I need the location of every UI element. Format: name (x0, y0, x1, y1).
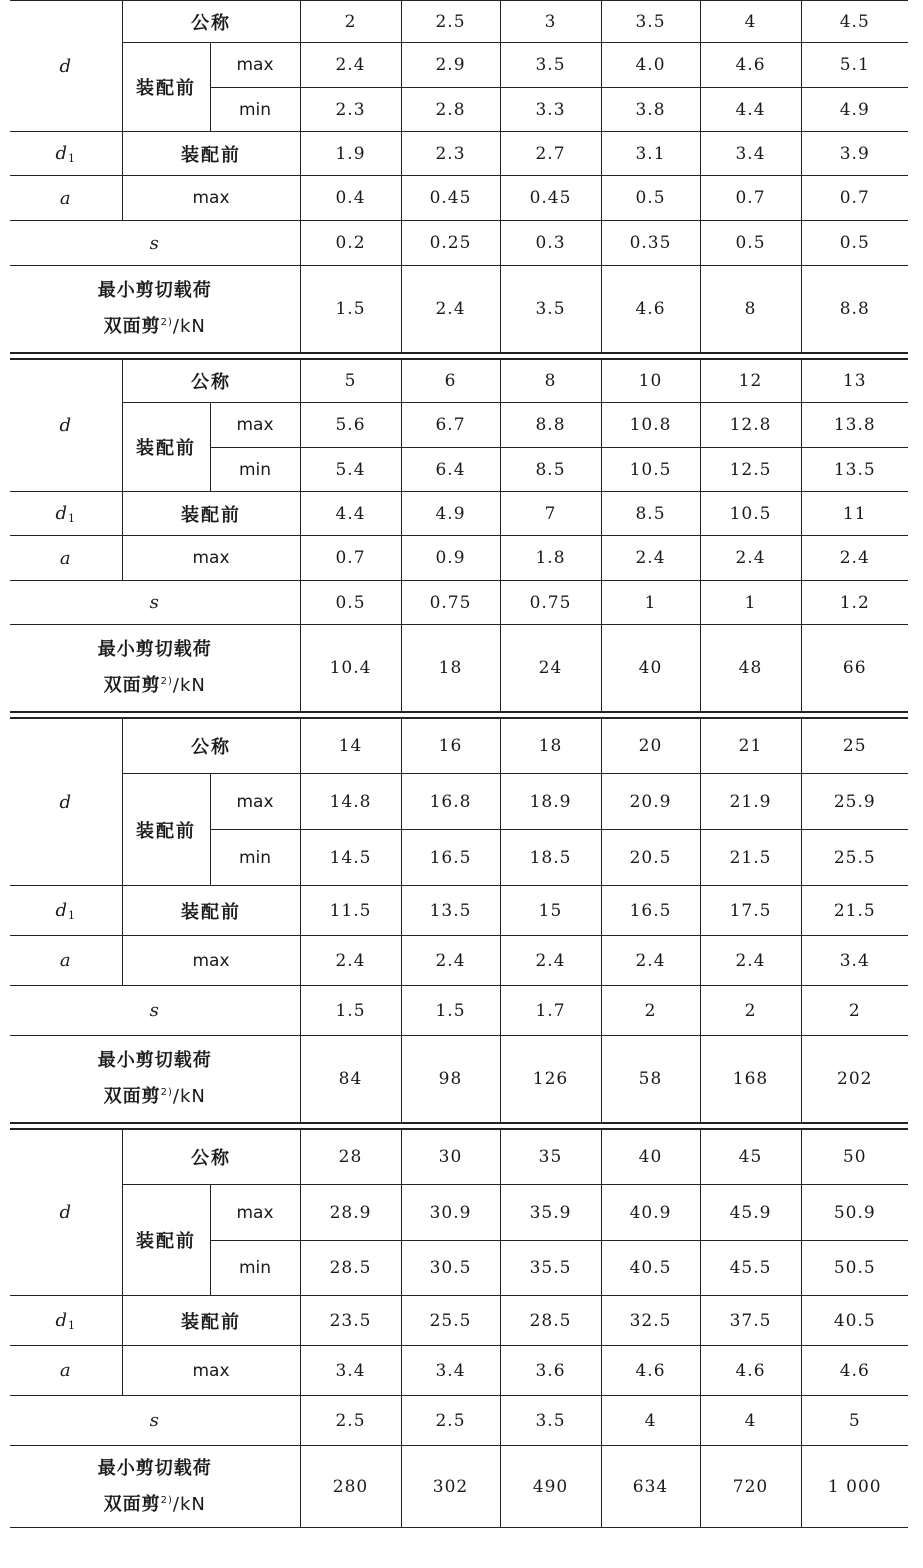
d-max-value: 6.7 (401, 403, 500, 448)
table-row (10, 886, 908, 936)
shear-double-label: 双面剪 (103, 1086, 161, 1107)
nominal-value: 14 (300, 719, 401, 774)
min-shear-load-value: 280 (300, 1446, 401, 1528)
a-max-label: max (122, 176, 300, 221)
s-value: 0.75 (401, 581, 500, 625)
min-shear-load-value: 10.4 (300, 625, 401, 712)
max-label: max (210, 403, 300, 448)
d1-value: 2.7 (500, 132, 601, 176)
d1-value: 17.5 (700, 886, 801, 936)
min-label: min (210, 830, 300, 886)
s-value: 0.5 (700, 221, 801, 266)
d1-symbol-main: d (55, 142, 69, 164)
table-row (10, 1346, 908, 1396)
min-shear-load-value: 1.5 (300, 266, 401, 353)
table-row (10, 1185, 908, 1241)
s-value: 2 (801, 986, 908, 1036)
table-block-3 (10, 718, 908, 1123)
d1-symbol-subscript: 1 (68, 511, 77, 525)
table-row (10, 719, 908, 774)
min-label: min (210, 1241, 300, 1296)
d1-symbol-subscript: 1 (68, 1318, 77, 1332)
d-min-value: 20.5 (601, 830, 700, 886)
nominal-value: 13 (801, 360, 908, 403)
a-max-value: 2.4 (601, 536, 700, 581)
d-min-value: 45.5 (700, 1241, 801, 1296)
d-symbol: d (10, 1130, 122, 1296)
table-row (10, 221, 908, 266)
a-max-label: max (122, 1346, 300, 1396)
shear-double-label: 双面剪 (103, 675, 161, 696)
d1-symbol-main: d (55, 1309, 69, 1331)
d1-value: 25.5 (401, 1296, 500, 1346)
d-min-value: 14.5 (300, 830, 401, 886)
min-shear-load-value: 168 (700, 1036, 801, 1123)
d-min-value: 30.5 (401, 1241, 500, 1296)
shear-unit: /kN (172, 1086, 206, 1107)
s-value: 0.35 (601, 221, 700, 266)
d1-value: 10.5 (700, 492, 801, 536)
a-max-value: 2.4 (401, 936, 500, 986)
d-min-value: 35.5 (500, 1241, 601, 1296)
s-symbol: s (10, 1396, 300, 1446)
d-min-value: 8.5 (500, 448, 601, 492)
a-max-value: 3.4 (300, 1346, 401, 1396)
d-max-value: 4.6 (700, 43, 801, 88)
nominal-value: 35 (500, 1130, 601, 1185)
s-value: 1.5 (300, 986, 401, 1036)
nominal-value: 30 (401, 1130, 500, 1185)
max-label: max (210, 43, 300, 88)
d1-value: 8.5 (601, 492, 700, 536)
d1-symbol (10, 492, 122, 536)
min-shear-load-value: 24 (500, 625, 601, 712)
a-max-value: 4.6 (801, 1346, 908, 1396)
shear-footnote-mark: 2) (160, 1494, 173, 1506)
s-symbol: s (10, 986, 300, 1036)
min-shear-load-value: 48 (700, 625, 801, 712)
d-symbol: d (10, 360, 122, 492)
a-max-value: 2.4 (300, 936, 401, 986)
a-max-value: 0.45 (401, 176, 500, 221)
nominal-label: 公称 (122, 719, 300, 774)
d-max-value: 50.9 (801, 1185, 908, 1241)
min-shear-load-label (10, 266, 300, 353)
shear-label-line2 (10, 666, 300, 702)
shear-double-label: 双面剪 (103, 316, 161, 337)
a-max-value: 1.8 (500, 536, 601, 581)
s-symbol: s (10, 221, 300, 266)
min-shear-load-value: 126 (500, 1036, 601, 1123)
s-value: 2.5 (401, 1396, 500, 1446)
min-shear-load-value: 98 (401, 1036, 500, 1123)
min-shear-load-value: 302 (401, 1446, 500, 1528)
d1-value: 3.4 (700, 132, 801, 176)
nominal-value: 6 (401, 360, 500, 403)
s-value: 2 (601, 986, 700, 1036)
d-min-value: 3.8 (601, 88, 700, 132)
a-max-value: 4.6 (601, 1346, 700, 1396)
a-max-value: 0.5 (601, 176, 700, 221)
a-max-value: 0.4 (300, 176, 401, 221)
d-min-value: 28.5 (300, 1241, 401, 1296)
table-row (10, 581, 908, 625)
s-value: 3.5 (500, 1396, 601, 1446)
table-row (10, 936, 908, 986)
min-shear-load-value: 2.4 (401, 266, 500, 353)
table-row (10, 986, 908, 1036)
d1-before-assembly-label: 装配前 (122, 132, 300, 176)
d-min-value: 2.8 (401, 88, 500, 132)
table-row (10, 360, 908, 403)
d-max-value: 12.8 (700, 403, 801, 448)
min-shear-load-value: 66 (801, 625, 908, 712)
shear-label-line2 (10, 307, 300, 343)
s-value: 2.5 (300, 1396, 401, 1446)
nominal-value: 8 (500, 360, 601, 403)
d-max-value: 14.8 (300, 774, 401, 830)
min-shear-load-value: 1 000 (801, 1446, 908, 1528)
table-row (10, 403, 908, 448)
d1-value: 4.9 (401, 492, 500, 536)
s-value: 4 (700, 1396, 801, 1446)
nominal-value: 40 (601, 1130, 700, 1185)
s-value: 0.75 (500, 581, 601, 625)
d-max-value: 2.9 (401, 43, 500, 88)
d-max-value: 28.9 (300, 1185, 401, 1241)
d-max-value: 3.5 (500, 43, 601, 88)
a-max-value: 2.4 (700, 936, 801, 986)
table-row (10, 1446, 908, 1528)
max-label: max (210, 774, 300, 830)
pin-dimension-table (10, 0, 908, 1528)
before-assembly-label: 装配前 (122, 1185, 210, 1296)
d-max-value: 8.8 (500, 403, 601, 448)
d1-symbol-main: d (55, 899, 69, 921)
s-value: 1 (700, 581, 801, 625)
min-shear-load-value: 490 (500, 1446, 601, 1528)
s-value: 0.25 (401, 221, 500, 266)
a-symbol: a (10, 936, 122, 986)
d-max-value: 30.9 (401, 1185, 500, 1241)
d-max-value: 13.8 (801, 403, 908, 448)
d1-value: 40.5 (801, 1296, 908, 1346)
shear-label-line2 (10, 1077, 300, 1113)
d1-symbol (10, 886, 122, 936)
shear-double-label: 双面剪 (103, 1493, 161, 1515)
before-assembly-label: 装配前 (122, 774, 210, 886)
d-min-value: 4.4 (700, 88, 801, 132)
a-max-value: 0.7 (700, 176, 801, 221)
d1-symbol-main: d (55, 502, 69, 524)
d-max-value: 35.9 (500, 1185, 601, 1241)
d1-value: 2.3 (401, 132, 500, 176)
a-max-value: 3.4 (401, 1346, 500, 1396)
shear-label-line1: 最小剪切载荷 (97, 639, 212, 660)
s-value: 1.5 (401, 986, 500, 1036)
d-max-value: 2.4 (300, 43, 401, 88)
a-max-label: max (122, 936, 300, 986)
d1-value: 28.5 (500, 1296, 601, 1346)
d1-symbol (10, 132, 122, 176)
a-max-value: 3.4 (801, 936, 908, 986)
a-max-value: 2.4 (500, 936, 601, 986)
min-shear-load-label (10, 1036, 300, 1123)
min-shear-load-value: 84 (300, 1036, 401, 1123)
table-row (10, 1296, 908, 1346)
d-max-value: 5.1 (801, 43, 908, 88)
nominal-value: 18 (500, 719, 601, 774)
d1-before-assembly-label: 装配前 (122, 1296, 300, 1346)
a-max-value: 0.45 (500, 176, 601, 221)
min-shear-load-value: 3.5 (500, 266, 601, 353)
s-value: 0.5 (300, 581, 401, 625)
nominal-label: 公称 (122, 1, 300, 43)
d-max-value: 18.9 (500, 774, 601, 830)
min-shear-load-value: 18 (401, 625, 500, 712)
d-max-value: 20.9 (601, 774, 700, 830)
shear-label-line1: 最小剪切载荷 (97, 280, 212, 301)
shear-footnote-mark: 2) (160, 317, 173, 328)
min-shear-load-label (10, 625, 300, 712)
d-min-value: 25.5 (801, 830, 908, 886)
d-min-value: 18.5 (500, 830, 601, 886)
d1-value: 15 (500, 886, 601, 936)
table-row (10, 43, 908, 88)
before-assembly-label: 装配前 (122, 43, 210, 132)
shear-footnote-mark: 2) (160, 1087, 173, 1098)
s-symbol: s (10, 581, 300, 625)
d1-symbol (10, 1296, 122, 1346)
nominal-value: 3 (500, 1, 601, 43)
shear-label-line2 (10, 1485, 300, 1521)
d1-value: 32.5 (601, 1296, 700, 1346)
d-min-value: 3.3 (500, 88, 601, 132)
nominal-value: 21 (700, 719, 801, 774)
d-max-value: 40.9 (601, 1185, 700, 1241)
a-max-value: 0.7 (300, 536, 401, 581)
nominal-label: 公称 (122, 360, 300, 403)
a-max-value: 2.4 (700, 536, 801, 581)
d1-value: 7 (500, 492, 601, 536)
d1-value: 11.5 (300, 886, 401, 936)
nominal-value: 12 (700, 360, 801, 403)
nominal-label: 公称 (122, 1130, 300, 1185)
d1-value: 3.9 (801, 132, 908, 176)
min-label: min (210, 88, 300, 132)
d-max-value: 45.9 (700, 1185, 801, 1241)
table-row (10, 625, 908, 712)
d-max-value: 10.8 (601, 403, 700, 448)
table-row (10, 1130, 908, 1185)
shear-label-line1: 最小剪切载荷 (97, 1457, 212, 1479)
nominal-value: 16 (401, 719, 500, 774)
nominal-value: 20 (601, 719, 700, 774)
s-value: 4 (601, 1396, 700, 1446)
shear-footnote-mark: 2) (160, 676, 173, 687)
shear-unit: /kN (172, 316, 206, 337)
d1-value: 3.1 (601, 132, 700, 176)
shear-unit: /kN (172, 675, 206, 696)
nominal-value: 5 (300, 360, 401, 403)
min-shear-load-value: 720 (700, 1446, 801, 1528)
shear-label-line1: 最小剪切载荷 (97, 1050, 212, 1071)
s-value: 0.5 (801, 221, 908, 266)
d1-before-assembly-label: 装配前 (122, 492, 300, 536)
s-value: 1.7 (500, 986, 601, 1036)
nominal-value: 3.5 (601, 1, 700, 43)
d1-symbol-subscript: 1 (68, 151, 77, 165)
s-value: 2 (700, 986, 801, 1036)
s-value: 0.2 (300, 221, 401, 266)
d-min-value: 16.5 (401, 830, 500, 886)
a-max-value: 2.4 (801, 536, 908, 581)
table-row (10, 176, 908, 221)
d-min-value: 5.4 (300, 448, 401, 492)
s-value: 1.2 (801, 581, 908, 625)
table-row (10, 536, 908, 581)
d-min-value: 6.4 (401, 448, 500, 492)
nominal-value: 4 (700, 1, 801, 43)
d1-value: 16.5 (601, 886, 700, 936)
d-max-value: 25.9 (801, 774, 908, 830)
d-symbol: d (10, 1, 122, 132)
min-shear-load-label (10, 1446, 300, 1528)
a-max-value: 3.6 (500, 1346, 601, 1396)
s-value: 5 (801, 1396, 908, 1446)
a-max-value: 0.9 (401, 536, 500, 581)
table-block-2 (10, 359, 908, 712)
table-row (10, 1396, 908, 1446)
d-min-value: 21.5 (700, 830, 801, 886)
a-max-value: 2.4 (601, 936, 700, 986)
min-shear-load-value: 8 (700, 266, 801, 353)
table-block-4 (10, 1129, 908, 1528)
d1-value: 11 (801, 492, 908, 536)
s-value: 1 (601, 581, 700, 625)
nominal-value: 10 (601, 360, 700, 403)
a-max-value: 0.7 (801, 176, 908, 221)
shear-unit: /kN (172, 1493, 206, 1515)
min-shear-load-value: 58 (601, 1036, 700, 1123)
table-block-1 (10, 0, 908, 353)
a-symbol: a (10, 176, 122, 221)
d-max-value: 21.9 (700, 774, 801, 830)
d-max-value: 16.8 (401, 774, 500, 830)
nominal-value: 50 (801, 1130, 908, 1185)
table-row (10, 1, 908, 43)
table-row (10, 1036, 908, 1123)
min-label: min (210, 448, 300, 492)
d1-value: 21.5 (801, 886, 908, 936)
min-shear-load-value: 634 (601, 1446, 700, 1528)
nominal-value: 25 (801, 719, 908, 774)
d1-value: 23.5 (300, 1296, 401, 1346)
a-max-label: max (122, 536, 300, 581)
a-symbol: a (10, 536, 122, 581)
nominal-value: 4.5 (801, 1, 908, 43)
table-row (10, 492, 908, 536)
max-label: max (210, 1185, 300, 1241)
d1-value: 4.4 (300, 492, 401, 536)
d-min-value: 2.3 (300, 88, 401, 132)
d1-before-assembly-label: 装配前 (122, 886, 300, 936)
table-row (10, 132, 908, 176)
d1-value: 37.5 (700, 1296, 801, 1346)
a-max-value: 4.6 (700, 1346, 801, 1396)
min-shear-load-value: 40 (601, 625, 700, 712)
d-min-value: 40.5 (601, 1241, 700, 1296)
min-shear-load-value: 4.6 (601, 266, 700, 353)
d-min-value: 12.5 (700, 448, 801, 492)
before-assembly-label: 装配前 (122, 403, 210, 492)
nominal-value: 2.5 (401, 1, 500, 43)
nominal-value: 45 (700, 1130, 801, 1185)
d1-value: 13.5 (401, 886, 500, 936)
d-min-value: 4.9 (801, 88, 908, 132)
d-min-value: 50.5 (801, 1241, 908, 1296)
table-row (10, 266, 908, 353)
d-symbol: d (10, 719, 122, 886)
d-min-value: 13.5 (801, 448, 908, 492)
min-shear-load-value: 8.8 (801, 266, 908, 353)
s-value: 0.3 (500, 221, 601, 266)
min-shear-load-value: 202 (801, 1036, 908, 1123)
a-symbol: a (10, 1346, 122, 1396)
d-min-value: 10.5 (601, 448, 700, 492)
nominal-value: 2 (300, 1, 401, 43)
d-max-value: 4.0 (601, 43, 700, 88)
d1-symbol-subscript: 1 (68, 908, 77, 922)
d1-value: 1.9 (300, 132, 401, 176)
nominal-value: 28 (300, 1130, 401, 1185)
table-row (10, 774, 908, 830)
d-max-value: 5.6 (300, 403, 401, 448)
